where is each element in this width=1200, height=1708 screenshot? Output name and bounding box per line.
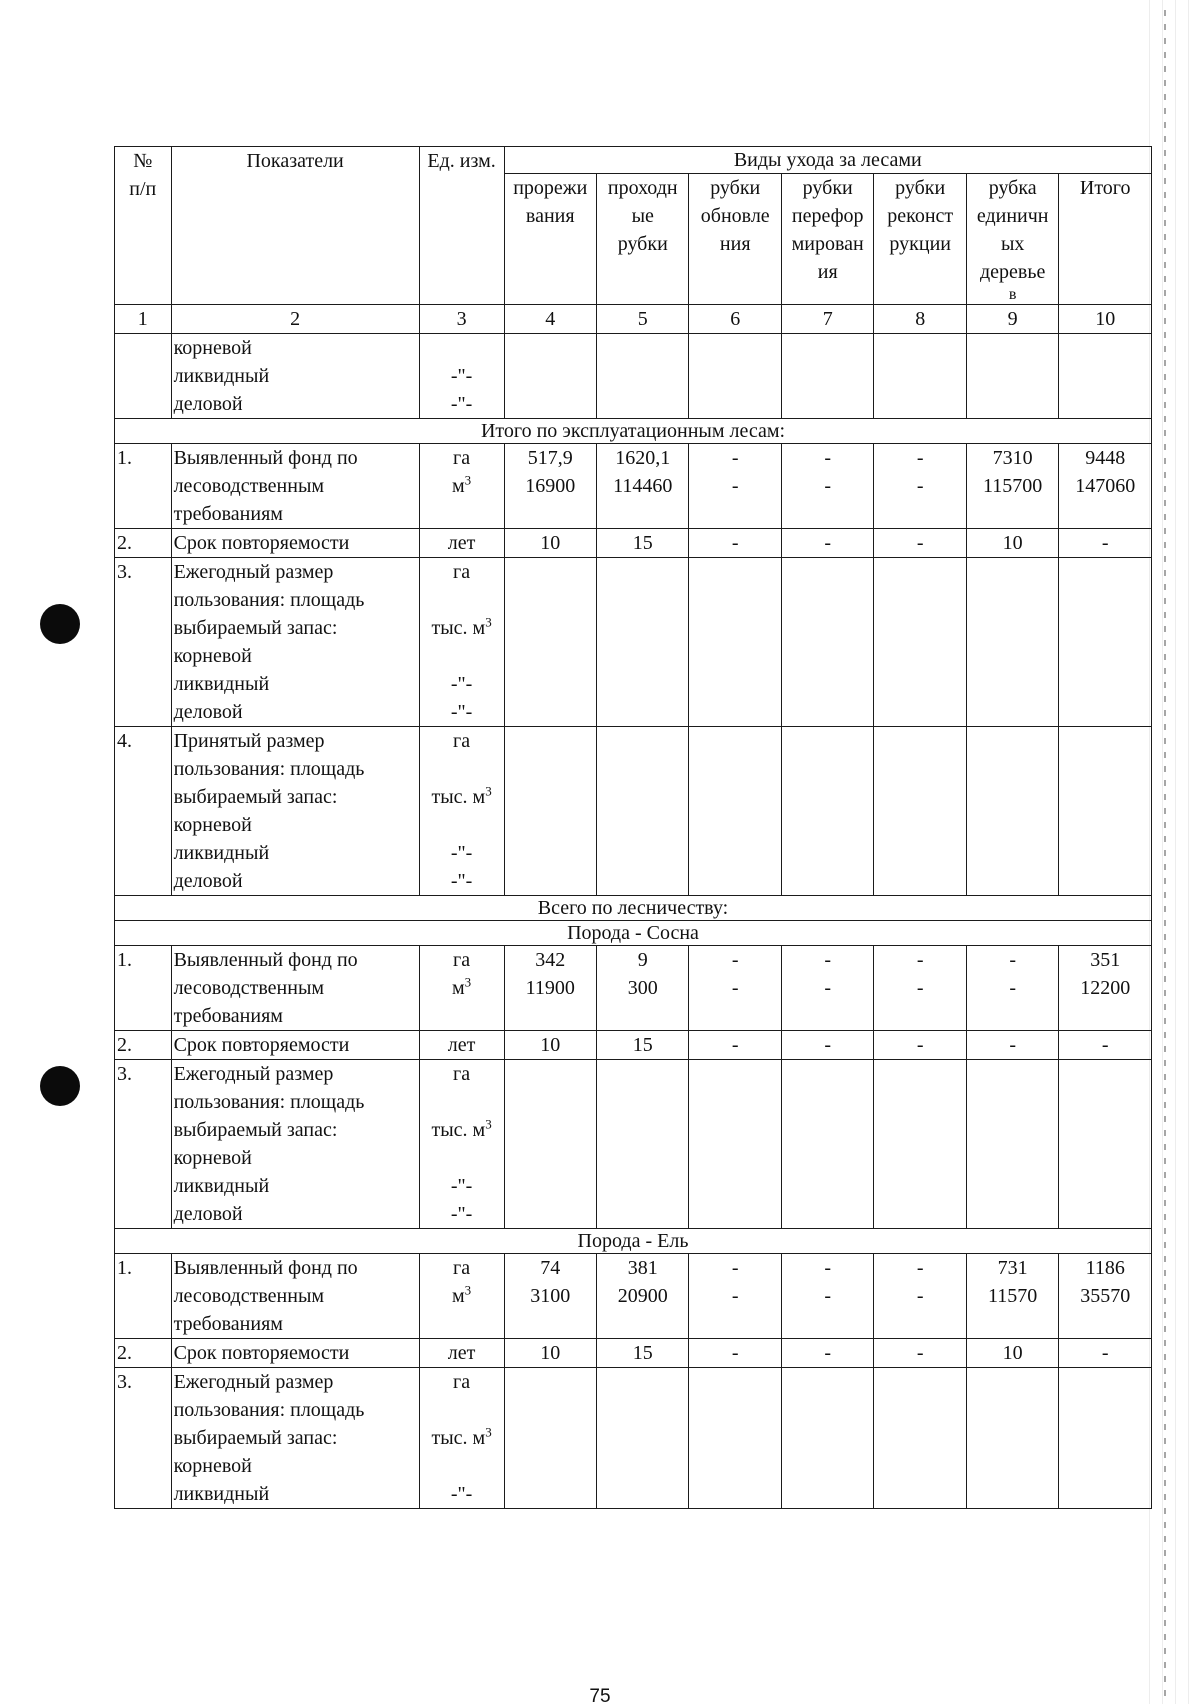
value-cell [1059,1368,1152,1509]
value: - [1009,977,1017,999]
value-cell: 15 [597,1031,689,1060]
header-text: в [1008,286,1017,303]
value-cell [597,1254,689,1339]
label-line: ликвидный [173,365,270,387]
value-cell: 10 [966,529,1058,558]
value: - [731,475,739,497]
header-text: ния [719,233,751,255]
value-cell [781,558,873,727]
value: 351 [1090,949,1121,971]
value-cell [966,1060,1058,1229]
header-col-thinning [504,174,596,305]
label-line: деловой [173,870,243,892]
value-cell [689,727,781,896]
value-cell: - [781,529,873,558]
value: - [731,1257,739,1279]
header-col-renewal [689,174,781,305]
value: - [916,447,924,469]
value-cell [1059,1254,1152,1339]
label-line: ликвидный [173,1483,270,1505]
value-cell [1059,444,1152,529]
label-line: деловой [173,1203,243,1225]
label-line: деловой [173,393,243,415]
punch-hole [40,1066,80,1106]
value-cell: - [874,1339,966,1368]
unit-sup: 3 [464,1282,472,1298]
unit-text: тыс. м [431,1119,486,1141]
unit-line: -"- [450,365,473,387]
value-cell [597,334,689,419]
value: 11900 [525,977,575,999]
value-cell [689,558,781,727]
value: - [824,1285,832,1307]
unit-line: -"- [450,673,473,695]
value-cell: - [1059,1339,1152,1368]
value-cell [504,1060,596,1229]
value-cell [689,1060,781,1229]
value-cell [781,1060,873,1229]
value-cell [504,444,596,529]
row-unit: лет [419,1031,504,1060]
value: - [824,977,832,999]
unit-sup: 3 [485,1116,492,1132]
unit-line [422,1282,502,1310]
value: - [824,447,832,469]
section-title: Порода - Ель [115,1229,1152,1254]
header-text: ые [631,205,654,227]
unit-line [422,974,502,1002]
header-col-reconstruction [874,174,966,305]
header-text: рубки [802,177,853,199]
row-label: Срок повторяемости [171,1339,419,1368]
unit-text: тыс. м [431,786,486,808]
value: - [916,949,924,971]
unit-sup: 3 [485,783,492,799]
header-col-reform [781,174,873,305]
value-cell: - [689,529,781,558]
value: 9448 [1085,447,1126,469]
value: 35570 [1080,1285,1131,1307]
value: 3100 [530,1285,571,1307]
value: 147060 [1075,475,1136,497]
unit-line [422,783,502,811]
header-text: рубки [895,177,946,199]
value: 20900 [617,1285,668,1307]
value-cell: 10 [504,1339,596,1368]
value-cell: - [874,529,966,558]
unit-line [422,472,502,500]
header-text: прорежи [513,177,588,199]
value-cell [504,1368,596,1509]
value-cell [689,946,781,1031]
label-line: выбираемый запас: [173,786,338,808]
column-number: 4 [504,305,596,334]
table-row [115,727,1152,896]
label-line: пользования: площадь [173,1399,365,1421]
header-num2: п/п [129,178,157,200]
label-line: ликвидный [173,673,270,695]
unit-line [422,614,502,642]
value-cell [966,334,1058,419]
value: - [824,949,832,971]
value: 114460 [613,475,673,497]
unit-text: тыс. м [431,1427,486,1449]
header-text: реконст [887,205,954,227]
value-cell: 10 [504,1031,596,1060]
label-line: ликвидный [173,1175,270,1197]
header-text: вания [525,205,575,227]
punch-hole [40,604,80,644]
section-row [115,896,1152,921]
value: - [824,1257,832,1279]
header-text: рубки [710,177,761,199]
row-label [171,946,419,1031]
unit-line: га [453,561,471,583]
row-label [171,444,419,529]
value: - [916,1257,924,1279]
column-number-row [115,305,1152,334]
value-cell [966,1254,1058,1339]
value: 1620,1 [615,447,671,469]
table-row [115,529,1152,558]
row-unit [419,1060,504,1229]
label-line: выбираемый запас: [173,1427,338,1449]
value-cell [597,1060,689,1229]
page-number: 75 [589,1686,611,1707]
column-number: 7 [781,305,873,334]
unit-line: -"- [450,842,473,864]
label-line: требованиям [173,1005,283,1027]
value: - [1009,949,1017,971]
row-label [171,727,419,896]
value-cell [874,558,966,727]
value-cell [781,334,873,419]
value: 11570 [988,1285,1038,1307]
section-title: Всего по лесничеству: [115,896,1152,921]
value-cell: - [689,1031,781,1060]
value-cell [597,444,689,529]
unit-line: -"- [450,1175,473,1197]
header-col-single-trees [966,174,1058,305]
label-line: пользования: площадь [173,758,365,780]
header-col-total [1059,174,1152,305]
unit-line: га [453,1063,471,1085]
value-cell: - [874,1031,966,1060]
value: - [731,1285,739,1307]
label-line: ликвидный [173,842,270,864]
table-row [115,444,1152,529]
value-cell: 10 [504,529,596,558]
column-number: 5 [597,305,689,334]
label-line: корневой [173,814,252,836]
unit-text: м [452,977,465,999]
label-line: лесоводственным [173,977,325,999]
label-line: Ежегодный размер [173,561,334,583]
unit-line: -"- [450,1483,473,1505]
row-number: 1. [115,444,172,529]
column-number: 8 [874,305,966,334]
value-cell: 10 [966,1339,1058,1368]
label-line: корневой [173,645,252,667]
row-label: Срок повторяемости [171,1031,419,1060]
value: 7310 [992,447,1033,469]
value: - [916,1285,924,1307]
row-label [171,558,419,727]
value-cell [966,558,1058,727]
header-text: обновле [700,205,770,227]
value-cell [781,946,873,1031]
row-unit [419,946,504,1031]
section-row [115,1229,1152,1254]
label-line: корневой [173,1455,252,1477]
section-title: Итого по эксплуатационным лесам: [115,419,1152,444]
value-cell [966,444,1058,529]
header-text: деревье [979,261,1046,283]
row-label [171,1254,419,1339]
value-cell [1059,334,1152,419]
label-line: деловой [173,701,243,723]
row-number [115,334,172,419]
value: - [824,475,832,497]
label-line: корневой [173,337,252,359]
unit-line: га [453,1371,471,1393]
column-number: 9 [966,305,1058,334]
value-cell [1059,946,1152,1031]
value-cell [597,1368,689,1509]
row-label [171,1368,419,1509]
label-line: Ежегодный размер [173,1371,334,1393]
unit-line [422,1116,502,1144]
label-line: пользования: площадь [173,589,365,611]
header-text: мирован [791,233,864,255]
row-number: 2. [115,1339,172,1368]
scan-edge-noise [1164,10,1166,1700]
header-col-passing [597,174,689,305]
value-cell: 15 [597,1339,689,1368]
value-cell: - [966,1031,1058,1060]
header-unit: Ед. изм. [419,147,504,305]
label-line: Выявленный фонд по [173,1257,358,1279]
table-row [115,1031,1152,1060]
label-line: корневой [173,1147,252,1169]
row-label [171,334,419,419]
unit-line: га [453,1257,471,1279]
label-line: требованиям [173,503,283,525]
unit-line: -"- [450,1203,473,1225]
value: - [731,977,739,999]
unit-line: -"- [450,701,473,723]
unit-text: м [452,1285,465,1307]
value: 731 [997,1257,1028,1279]
row-unit: лет [419,1339,504,1368]
value-cell [874,1254,966,1339]
header-group: Виды ухода за лесами [504,147,1151,174]
header-text: рубка [988,177,1037,199]
value-cell [874,334,966,419]
value-cell [689,1368,781,1509]
value: 12200 [1080,977,1131,999]
header-text: рукции [889,233,951,255]
column-number: 6 [689,305,781,334]
value-cell [689,1254,781,1339]
forest-care-table [114,146,1152,1509]
header-text: единичн [976,205,1049,227]
header-text: ия [817,261,838,283]
unit-sup: 3 [485,614,492,630]
unit-text: тыс. м [431,617,486,639]
unit-line: -"- [450,870,473,892]
value-cell: - [689,1339,781,1368]
value-cell [781,444,873,529]
table-row [115,558,1152,727]
value-cell [689,334,781,419]
unit-sup: 3 [464,974,472,990]
column-number: 2 [171,305,419,334]
row-number: 3. [115,1368,172,1509]
unit-line [422,1424,502,1452]
row-number: 2. [115,529,172,558]
label-line: Выявленный фонд по [173,949,358,971]
row-unit [419,1254,504,1339]
value-cell [874,444,966,529]
value-cell [597,558,689,727]
value: - [916,977,924,999]
header-num-cell [115,147,172,305]
column-number: 3 [419,305,504,334]
value: 74 [540,1257,561,1279]
value-cell: 15 [597,529,689,558]
label-line: лесоводственным [173,1285,325,1307]
forest-care-table-container [114,146,1152,1509]
header-text: перефор [791,205,864,227]
value-cell [781,1368,873,1509]
value-cell: - [1059,529,1152,558]
column-number: 1 [115,305,172,334]
value-cell [504,727,596,896]
row-number: 1. [115,946,172,1031]
header-text: рубки [617,233,668,255]
header-text: ых [1000,233,1025,255]
value: - [731,447,739,469]
value-cell [966,727,1058,896]
table-row [115,1368,1152,1509]
value-cell [966,946,1058,1031]
header-text: проходн [607,177,678,199]
row-number: 2. [115,1031,172,1060]
label-line: пользования: площадь [173,1091,365,1113]
row-unit [419,558,504,727]
label-line: выбираемый запас: [173,1119,338,1141]
value: 381 [627,1257,658,1279]
section-row [115,419,1152,444]
value-cell [504,334,596,419]
section-title: Порода - Сосна [115,921,1152,946]
unit-line: га [453,730,471,752]
value: - [731,949,739,971]
value: 9 [637,949,648,971]
header-num: № [133,150,153,172]
value-cell [781,727,873,896]
row-unit: лет [419,529,504,558]
unit-line: га [453,447,471,469]
table-row [115,334,1152,419]
header-row [115,147,1152,174]
header-indicators: Показатели [171,147,419,305]
table-row [115,946,1152,1031]
value-cell [1059,558,1152,727]
table-row [115,1060,1152,1229]
unit-text: м [452,475,465,497]
value-cell [504,558,596,727]
section-row [115,921,1152,946]
value-cell: - [781,1339,873,1368]
label-line: Ежегодный размер [173,1063,334,1085]
value: 517,9 [527,447,573,469]
label-line: выбираемый запас: [173,617,338,639]
table-row [115,1339,1152,1368]
value-cell [689,444,781,529]
row-number: 3. [115,1060,172,1229]
label-line: лесоводственным [173,475,325,497]
value: 1186 [1085,1257,1125,1279]
value-cell [874,1060,966,1229]
unit-line: -"- [450,393,473,415]
unit-line: га [453,949,471,971]
unit-sup: 3 [464,472,472,488]
value-cell [966,1368,1058,1509]
value-cell [1059,1060,1152,1229]
row-number: 1. [115,1254,172,1339]
value-cell [504,1254,596,1339]
row-number: 4. [115,727,172,896]
label-line: требованиям [173,1313,283,1335]
value-cell [1059,727,1152,896]
row-unit [419,444,504,529]
value: 300 [627,977,658,999]
value: 115700 [983,475,1043,497]
header-text: Итого [1079,177,1131,199]
value-cell [597,727,689,896]
row-label: Срок повторяемости [171,529,419,558]
value-cell [874,727,966,896]
value-cell: - [1059,1031,1152,1060]
row-number: 3. [115,558,172,727]
label-line: Принятый размер [173,730,325,752]
row-unit [419,334,504,419]
row-unit [419,727,504,896]
value-cell [597,946,689,1031]
value-cell [874,1368,966,1509]
value-cell [781,1254,873,1339]
row-label [171,1060,419,1229]
row-unit [419,1368,504,1509]
value-cell [504,946,596,1031]
label-line: Выявленный фонд по [173,447,358,469]
column-number: 10 [1059,305,1152,334]
unit-sup: 3 [485,1424,492,1440]
table-row [115,1254,1152,1339]
value: 16900 [525,475,576,497]
value-cell: - [781,1031,873,1060]
value-cell [874,946,966,1031]
value: - [916,475,924,497]
value: 342 [535,949,566,971]
